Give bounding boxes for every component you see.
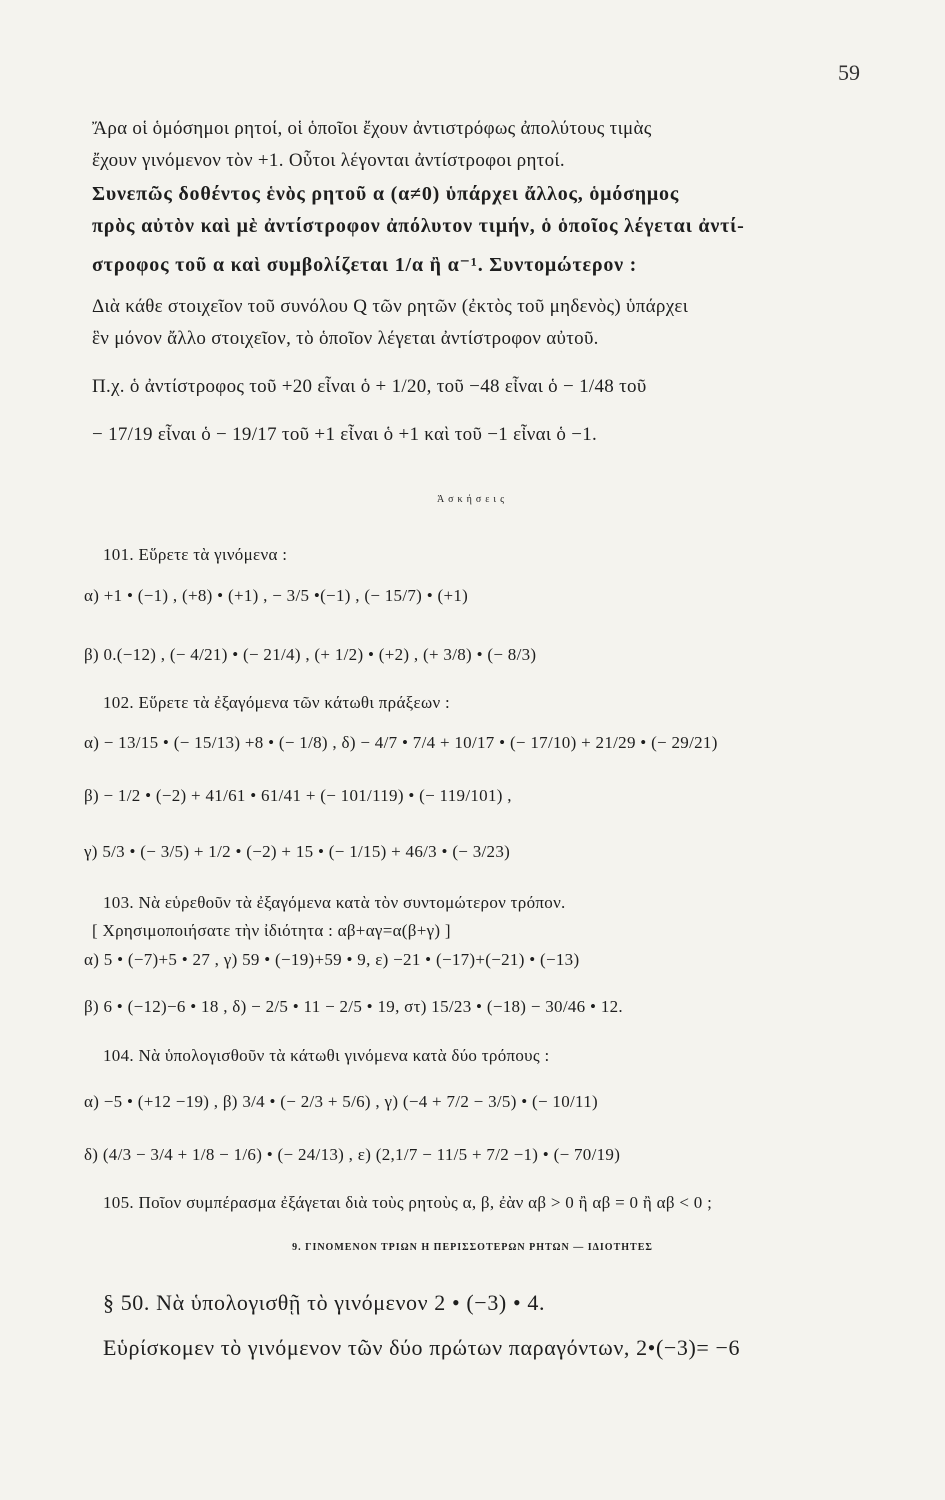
page-number: 59 bbox=[838, 60, 860, 85]
example-line: Π.χ. ὁ ἀντίστροφος τοῦ +20 εἶναι ὁ + 1/20, τοῦ −48 εἶναι ὁ − 1/48 τοῦ bbox=[92, 376, 647, 397]
definition-line: πρὸς αὐτὸν καὶ μὲ ἀντίστροφον ἀπόλυτον τιμήν, ὁ ὁποῖος λέγεται ἀντί- bbox=[92, 215, 745, 237]
section-heading: 9. ΓΙΝΟΜΕΝΟΝ ΤΡΙΩΝ Η ΠΕΡΙΣΣΟΤΕΡΩΝ ΡΗΤΩΝ — ΙΔΙΟΤΗΤΕΣ bbox=[292, 1242, 653, 1253]
exercises-heading: Ἀσκήσεις bbox=[436, 494, 509, 505]
exercise-line: α) − 13/15 • (− 15/13) +8 • (− 1/8) , δ) − 4/7 • 7/4 + 10/17 • (− 17/10) + 21/29 • (− 29/21) bbox=[84, 733, 718, 752]
text-line: Διὰ κάθε στοιχεῖον τοῦ συνόλου Q τῶν ρητῶν (ἐκτὸς τοῦ μηδενὸς) ὑπάρχει bbox=[92, 296, 689, 317]
paragraph-50-heading: § 50. Νὰ ὑπολογισθῇ τὸ γινόμενον 2 • (−3) • 4. bbox=[103, 1290, 546, 1315]
text-line: Εὑρίσκομεν τὸ γινόμενον τῶν δύο πρώτων παραγόντων, 2•(−3)= −6 bbox=[103, 1335, 741, 1360]
text-line: ἔχουν γινόμενον τὸν +1. Οὗτοι λέγονται ἀντίστροφοι ρητοί. bbox=[92, 150, 565, 171]
exercise-101-title: 101. Εὕρετε τὰ γινόμενα : bbox=[103, 545, 288, 564]
exercise-102-title: 102. Εὕρετε τὰ ἐξαγόμενα τῶν κάτωθι πράξεων : bbox=[103, 693, 451, 712]
exercise-line: β) 0.(−12) , (− 4/21) • (− 21/4) , (+ 1/2) • (+2) , (+ 3/8) • (− 8/3) bbox=[84, 645, 537, 664]
exercise-line: δ) (4/3 − 3/4 + 1/8 − 1/6) • (− 24/13) , ε) (2,1/7 − 11/5 + 7/2 −1) • (− 70/19) bbox=[84, 1145, 621, 1164]
exercise-line: γ) 5/3 • (− 3/5) + 1/2 • (−2) + 15 • (− 1/15) + 46/3 • (− 3/23) bbox=[84, 842, 511, 861]
definition-line: Συνεπῶς δοθέντος ἑνὸς ρητοῦ α (α≠0) ὑπάρχει ἄλλος, ὁμόσημος bbox=[92, 183, 680, 205]
text-line: ἓν μόνον ἄλλο στοιχεῖον, τὸ ὁποῖον λέγεται ἀντίστροφον αὐτοῦ. bbox=[92, 328, 599, 349]
exercise-line: α) +1 • (−1) , (+8) • (+1) , − 3/5 •(−1) , (− 15/7) • (+1) bbox=[84, 586, 469, 605]
exercise-103-title: 103. Νὰ εὑρεθοῦν τὰ ἐξαγόμενα κατὰ τὸν συντομώτερον τρόπον. bbox=[103, 893, 566, 912]
exercise-line: α) −5 • (+12 −19) , β) 3/4 • (− 2/3 + 5/6) , γ) (−4 + 7/2 − 3/5) • (− 10/11) bbox=[84, 1092, 598, 1111]
exercise-line: α) 5 • (−7)+5 • 27 , γ) 59 • (−19)+59 • 9, ε) −21 • (−17)+(−21) • (−13) bbox=[84, 950, 580, 969]
exercise-line: β) 6 • (−12)−6 • 18 , δ) − 2/5 • 11 − 2/5 • 19, στ) 15/23 • (−18) − 30/46 • 12. bbox=[84, 997, 623, 1016]
text-line: Ἄρα οἱ ὁμόσημοι ρητοί, οἱ ὁποῖοι ἔχουν ἀντιστρόφως ἀπολύτους τιμὰς bbox=[92, 118, 652, 139]
exercise-hint: [ Χρησιμοποιήσατε τὴν ἰδιότητα : αβ+αγ=α(β+γ) ] bbox=[92, 921, 451, 940]
example-line: − 17/19 εἶναι ὁ − 19/17 τοῦ +1 εἶναι ὁ +1 καὶ τοῦ −1 εἶναι ὁ −1. bbox=[92, 424, 598, 445]
exercise-104-title: 104. Νὰ ὑπολογισθοῦν τὰ κάτωθι γινόμενα κατὰ δύο τρόπους : bbox=[103, 1046, 550, 1065]
exercise-105: 105. Ποῖον συμπέρασμα ἐξάγεται διὰ τοὺς ρητοὺς α, β, ἐὰν αβ > 0 ἢ αβ = 0 ἢ αβ < 0 ; bbox=[103, 1193, 713, 1212]
definition-line: στροφος τοῦ α καὶ συμβολίζεται 1/α ἢ α⁻¹. Συντομώτερον : bbox=[92, 254, 638, 276]
exercise-line: β) − 1/2 • (−2) + 41/61 • 61/41 + (− 101/119) • (− 119/101) , bbox=[84, 786, 512, 805]
